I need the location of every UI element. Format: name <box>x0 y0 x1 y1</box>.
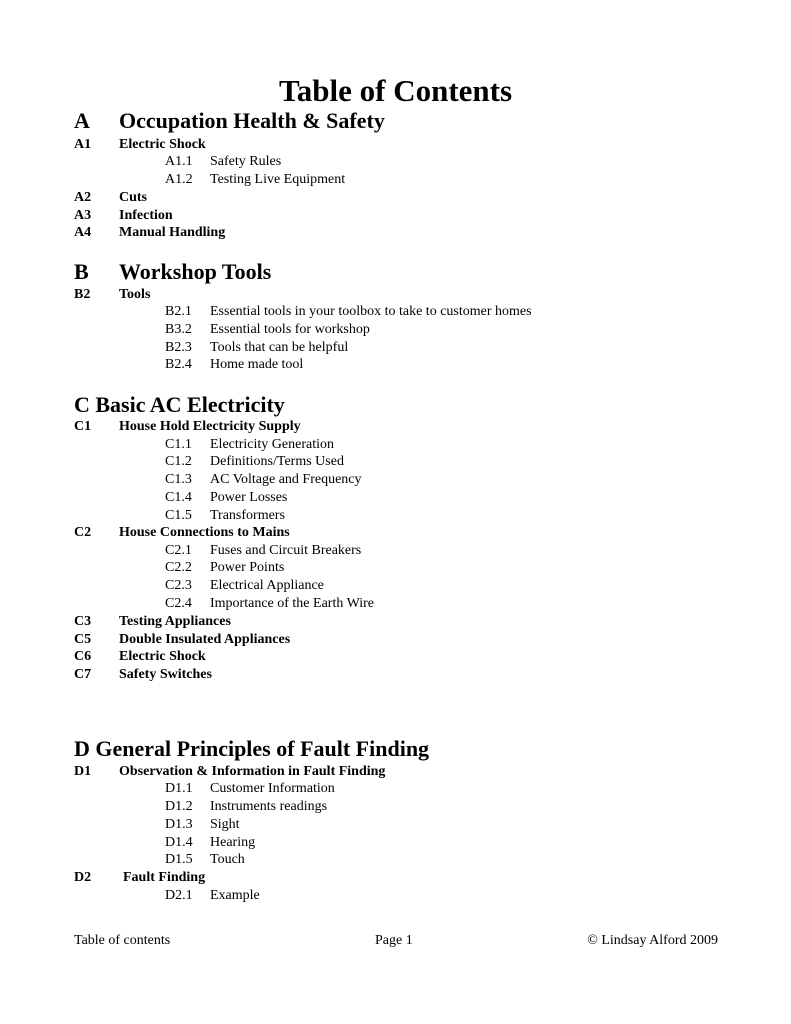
subsection-title: Double Insulated Appliances <box>119 632 291 647</box>
item-title: Safety Rules <box>210 154 282 169</box>
item-code: B2.4 <box>165 357 192 372</box>
subsection-a2 <box>74 189 148 206</box>
item-code: A1.2 <box>165 172 193 187</box>
item-code: D1.2 <box>165 799 193 814</box>
subsection-title: Electric Shock <box>119 649 206 664</box>
item-c2-2 <box>165 559 285 576</box>
item-d1-3 <box>165 816 240 833</box>
item-d1-2 <box>165 798 328 815</box>
item-c1-5 <box>165 507 285 524</box>
item-b2-3 <box>165 339 349 356</box>
subsection-code: A3 <box>74 208 92 223</box>
subsection-code: C5 <box>74 632 92 647</box>
item-d2-1 <box>165 887 260 904</box>
item-b2-1 <box>165 303 532 320</box>
subsection-b2 <box>74 286 151 303</box>
item-title: Tools that can be helpful <box>210 340 349 355</box>
item-code: C2.2 <box>165 560 192 575</box>
subsection-code: C7 <box>74 667 92 682</box>
item-title: Customer Information <box>210 781 335 796</box>
item-d1-1 <box>165 780 335 797</box>
item-title: Importance of the Earth Wire <box>210 596 374 611</box>
section-letter: A <box>74 108 90 133</box>
subsection-title: Manual Handling <box>119 225 226 240</box>
item-code: D1.1 <box>165 781 193 796</box>
subsection-code: D1 <box>74 764 92 779</box>
footer-copyright: © Lindsay Alford 2009 <box>587 933 718 948</box>
item-code: B3.2 <box>165 322 192 337</box>
item-d1-5 <box>165 851 245 868</box>
subsection-title: Observation & Information in Fault Finding <box>119 764 386 779</box>
item-title: Example <box>210 888 260 903</box>
subsection-a1 <box>74 136 206 153</box>
item-code: C1.1 <box>165 437 192 452</box>
subsection-title: House Connections to Mains <box>119 525 290 540</box>
item-title: Power Points <box>210 560 285 575</box>
item-code: B2.3 <box>165 340 192 355</box>
item-code: C2.4 <box>165 596 192 611</box>
item-title: Essential tools for workshop <box>210 322 370 337</box>
item-title: Sight <box>210 817 240 832</box>
item-title: Testing Live Equipment <box>210 172 346 187</box>
subsection-code: C3 <box>74 614 92 629</box>
section-title: Occupation Health & Safety <box>119 108 385 133</box>
item-title: Essential tools in your toolbox to take to customer homes <box>210 304 532 319</box>
item-code: B2.1 <box>165 304 192 319</box>
item-code: D1.3 <box>165 817 193 832</box>
subsection-title: Testing Appliances <box>119 614 231 629</box>
subsection-c5 <box>74 631 291 648</box>
item-c2-3 <box>165 577 324 594</box>
item-title: Fuses and Circuit Breakers <box>210 543 362 558</box>
item-b3-2 <box>165 321 370 338</box>
subsection-title: Electric Shock <box>119 137 206 152</box>
item-code: C1.5 <box>165 508 192 523</box>
item-title: Hearing <box>210 835 256 850</box>
subsection-c7 <box>74 666 212 683</box>
item-title: Transformers <box>210 508 285 523</box>
subsection-code: D2 <box>74 870 92 885</box>
item-title: Definitions/Terms Used <box>210 454 344 469</box>
item-code: C1.3 <box>165 472 192 487</box>
subsection-code: A4 <box>74 225 92 240</box>
subsection-c6 <box>74 648 206 665</box>
section-heading-d: D General Principles of Fault Finding <box>74 736 430 761</box>
item-title: Power Losses <box>210 490 288 505</box>
subsection-title: Infection <box>119 208 173 223</box>
item-code: C2.3 <box>165 578 192 593</box>
subsection-title: Cuts <box>119 190 148 205</box>
item-a1-2 <box>165 171 346 188</box>
item-code: C2.1 <box>165 543 192 558</box>
item-c1-1 <box>165 436 334 453</box>
subsection-title: House Hold Electricity Supply <box>119 419 301 434</box>
section-title: Workshop Tools <box>119 259 272 284</box>
item-code: D1.4 <box>165 835 193 850</box>
subsection-a4 <box>74 224 226 241</box>
item-title: Home made tool <box>210 357 304 372</box>
item-title: AC Voltage and Frequency <box>210 472 362 487</box>
subsection-d2 <box>74 869 206 886</box>
item-c1-4 <box>165 489 288 506</box>
section-heading-a <box>74 108 385 134</box>
subsection-title: Safety Switches <box>119 667 212 682</box>
item-d1-4 <box>165 834 256 851</box>
item-title: Electrical Appliance <box>210 578 324 593</box>
item-title: Touch <box>210 852 245 867</box>
section-heading-c: C Basic AC Electricity <box>74 392 285 417</box>
item-code: C1.2 <box>165 454 192 469</box>
subsection-title: Fault Finding <box>123 870 206 885</box>
item-c1-2 <box>165 453 344 470</box>
subsection-c1 <box>74 418 301 435</box>
section-heading-b <box>74 259 272 285</box>
subsection-code: C1 <box>74 419 92 434</box>
item-code: C1.4 <box>165 490 192 505</box>
item-title: Instruments readings <box>210 799 328 814</box>
section-letter: B <box>74 259 89 284</box>
subsection-code: A2 <box>74 190 92 205</box>
footer-left-text: Table of contents <box>74 933 171 948</box>
footer-page-number: Page 1 <box>375 933 413 948</box>
subsection-title: Tools <box>119 287 151 302</box>
item-code: D1.5 <box>165 852 193 867</box>
item-code: D2.1 <box>165 888 193 903</box>
subsection-code: B2 <box>74 287 91 302</box>
page-title: Table of Contents <box>278 73 513 108</box>
item-code: A1.1 <box>165 154 193 169</box>
item-c1-3 <box>165 471 362 488</box>
subsection-code: C2 <box>74 525 92 540</box>
subsection-code: C6 <box>74 649 92 664</box>
subsection-c2 <box>74 524 290 541</box>
item-a1-1 <box>165 153 282 170</box>
subsection-c3 <box>74 613 231 630</box>
subsection-a3 <box>74 207 173 224</box>
subsection-d1 <box>74 763 386 780</box>
item-c2-4 <box>165 595 374 612</box>
item-title: Electricity Generation <box>210 437 334 452</box>
item-c2-1 <box>165 542 362 559</box>
subsection-code: A1 <box>74 137 92 152</box>
item-b2-4 <box>165 356 304 373</box>
